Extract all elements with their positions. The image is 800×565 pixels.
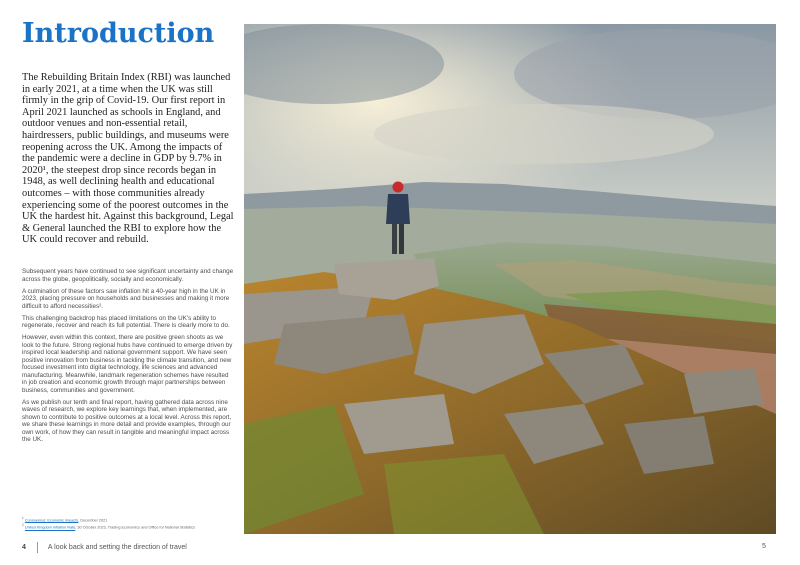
footnotes — [22, 516, 252, 531]
footnote-number: 2 — [22, 523, 24, 528]
body-paragraph: However, even within this context, there are positive green shoots as we look to the future. Strong regional hubs have continued to emerge driven by inspired local leadership and national government support. We have seen positive innovation from business in tackling the climate transition, and new focused investment into digital technology, life sciences and advanced manufacturing. Meanwhile, landmark regeneration schemes have resulted in job creation and economic growth through major partnerships between business, communities and government. — [22, 334, 233, 394]
footnote-text: , December 2021 — [78, 518, 108, 523]
footnote — [22, 516, 252, 523]
page-number-left: 4 — [22, 543, 26, 551]
footer — [22, 541, 187, 553]
footnote — [22, 523, 252, 530]
body-paragraph: As we publish our tenth and final report, having gathered data across nine waves of research, we explore key learnings that, when implemented, are shown to contribute to positive outcomes at a local level. Across this report, we share these learnings in more detail and provide examples, through our own work, of how they can result in tangible and meaningful impact across the UK. — [22, 398, 232, 444]
footer-section-title: A look back and setting the direction of travel — [47, 543, 187, 551]
body-paragraph: A culmination of these factors saw inflation hit a 40-year high in the UK in 2023, placing pressure on households and businesses and making it more difficult to afford necessities². — [22, 287, 230, 310]
footnote-link[interactable]: Coronavirus: Economic impacts — [24, 518, 79, 523]
body-copy — [22, 268, 234, 448]
intro-paragraph: The Rebuilding Britain Index (RBI) was launched in early 2021, at a time when the UK was still firmly in the grip of Covid-19. Our first report in April 2021 launched as schools in England, and outdoor venues and non-essential retail, hairdressers, public buildings, and museums were reopening across the UK. Among the impacts of the pandemic were a decline in GDP by 9.7% in 2020¹, the steepest drop since records began in 1948, as well declining health and educational outcomes – with those communities already experiencing some of the poorest outcomes in the UK the hardest hit. Against this background, Legal & General launched the RBI to explore how the UK could recover and rebuild. — [22, 72, 234, 246]
footer-divider — [37, 542, 38, 553]
hero-photo — [244, 24, 776, 534]
page-title: Introduction — [22, 18, 215, 49]
page-number-right: 5 — [762, 543, 766, 550]
footnote-text: , 30 October 2023, Trading Economics and Office for National Statistics — [75, 525, 196, 530]
body-paragraph: This challenging backdrop has placed limitations on the UK's ability to regenerate, recover and reach its full potential. There is clearly more to do. — [22, 314, 230, 330]
body-paragraph: Subsequent years have continued to see significant uncertainty and change across the globe, geopolitically, socially and economically. — [22, 268, 234, 283]
footnote-number: 1 — [22, 516, 24, 520]
footnote-link[interactable]: United Kingdom Inflation Rate — [24, 525, 76, 530]
